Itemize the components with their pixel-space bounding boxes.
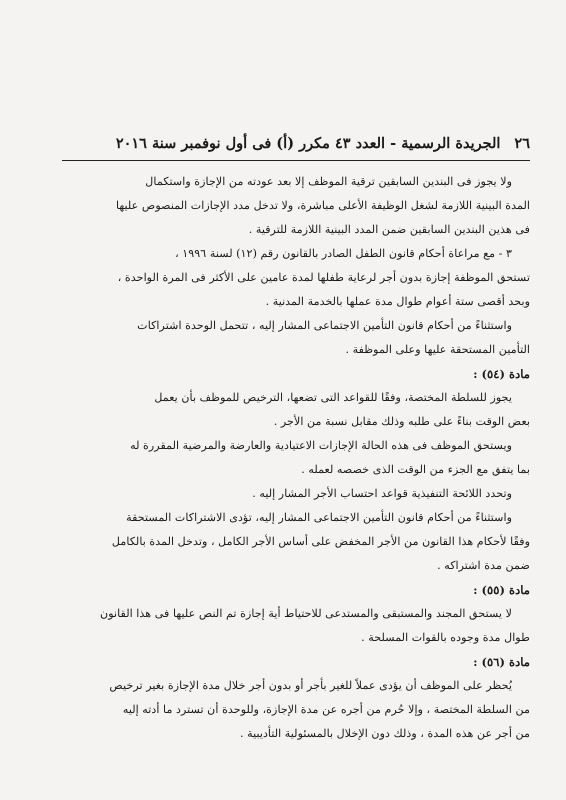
text-line: وتحدد اللائحة التنفيذية قواعد احتساب الأجر المشار إليه .	[252, 487, 512, 500]
document-body	[62, 170, 530, 746]
publication-title: الجريدة الرسمية - العدد ٤٣ مكرر (أ) فى أول نوفمبر سنة ٢٠١٦	[115, 134, 501, 152]
text-line: طوال مدة وجوده بالقوات المسلحة .	[361, 631, 530, 644]
text-line: ولا يجوز فى البندين السابقين ترقية الموظف إلا بعد عودته من الإجازة واستكمال	[145, 175, 512, 188]
text-line: ويستحق الموظف فى هذه الحالة الإجازات الاعتيادية والعارضة والمرضية المقررة له	[130, 439, 512, 452]
text-line: وبحد أقصى ستة أعوام طوال مدة عملها بالخدمة المدنية .	[265, 295, 530, 308]
text-line: يُحظر على الموظف أن يؤدى عملاً للغير بأجر أو بدون أجر خلال مدة الإجازة بغير ترخيص	[109, 679, 512, 692]
text-line: المدة البينية اللازمة لشغل الوظيفة الأعلى مباشرة، ولا تدخل مدد الإجازات المنصوص عليها	[115, 199, 530, 212]
article-heading: مادة (٥٤) :	[473, 367, 530, 381]
page-header	[62, 128, 530, 158]
text-line: بعض الوقت بناءً على طلبه وذلك مقابل نسبة من الأجر .	[273, 415, 530, 428]
article-heading: مادة (٥٦) :	[473, 655, 530, 669]
text-line: وفقًا لأحكام هذا القانون من الأجر المخفض على أساس الأجر الكامل ، وتدخل المدة بالكامل	[111, 535, 530, 548]
header-rule	[62, 160, 530, 161]
text-line: واستثناءً من أحكام قانون التأمين الاجتماعى المشار إليه، تؤدى الاشتراكات المستحقة	[126, 511, 512, 524]
text-line: تستحق الموظفة إجازة بدون أجر لرعاية طفلها لمدة عامين على الأكثر فى المرة الواحدة ،	[117, 271, 530, 284]
text-line: من السلطة المختصة ، وإلا حُرم من أجره عن مدة الإجازة، وللوحدة أن تسترد ما أدته إليه	[122, 703, 530, 716]
text-line: واستثناءً من أحكام قانون التأمين الاجتماعى المشار إليه ، تتحمل الوحدة اشتراكات	[137, 319, 512, 332]
text-line: ضمن مدة اشتراكه .	[437, 559, 530, 572]
text-line: بما يتفق مع الجزء من الوقت الذى خصصه لعمله .	[301, 463, 530, 476]
text-line: من أجر عن هذه المدة ، وذلك دون الإخلال بالمسئولية التأديبية .	[239, 727, 530, 740]
text-line: التأمين المستحقة عليها وعلى الموظفة .	[345, 343, 530, 356]
text-line: فى هذين البندين السابقين ضمن المدد البينية اللازمة للترقية .	[248, 223, 530, 236]
text-line: لا يستحق المجند والمستبقى والمستدعى للاحتياط أية إجازة تم النص عليها فى هذا القانون	[100, 607, 512, 620]
page-number: ٢٦	[514, 134, 530, 152]
text-line: ٣ - مع مراعاة أحكام قانون الطفل الصادر بالقانون رقم (١٢) لسنة ١٩٩٦ ،	[175, 247, 512, 260]
text-line: يجوز للسلطة المختصة، وفقًا للقواعد التى تضعها، الترخيص للموظف بأن يعمل	[154, 391, 512, 404]
article-heading: مادة (٥٥) :	[473, 583, 530, 597]
